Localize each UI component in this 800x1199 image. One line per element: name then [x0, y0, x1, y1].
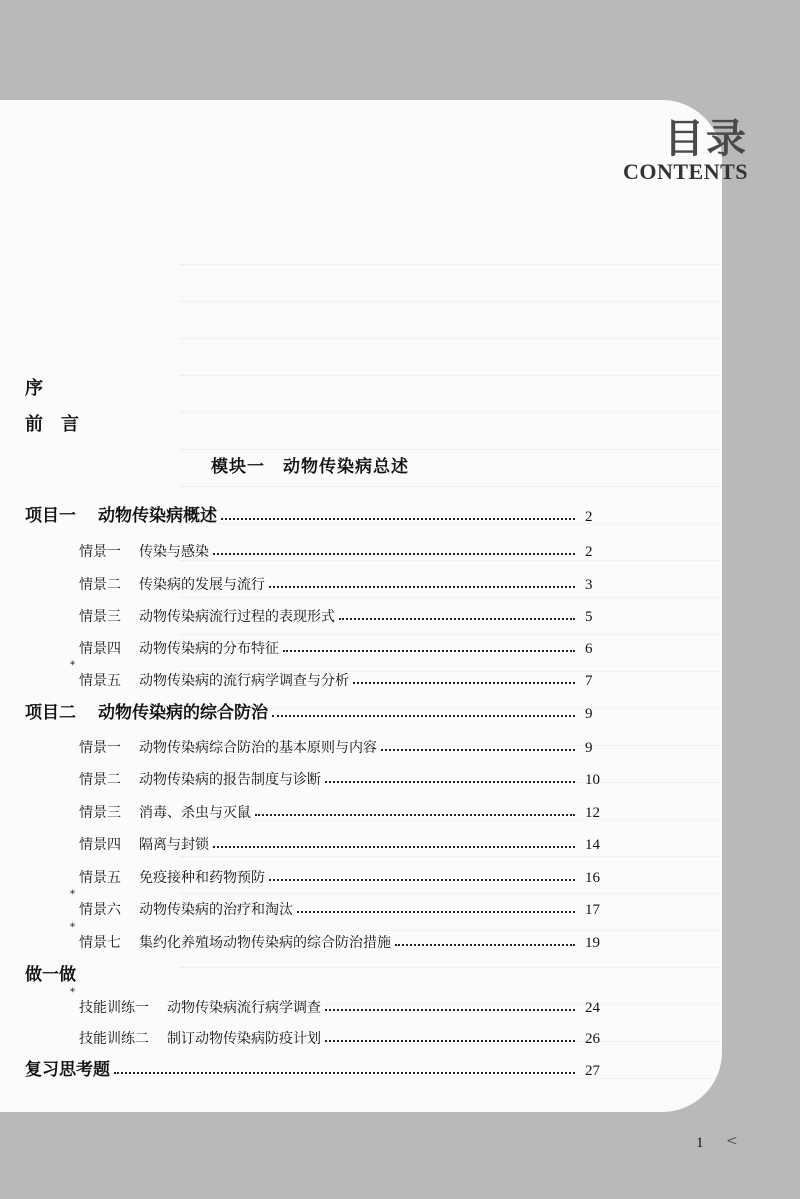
- toc-entry[interactable]: [0, 660, 722, 690]
- toc-title-en: CONTENTS: [622, 159, 748, 184]
- leader-dots: [353, 682, 575, 684]
- toc-entry-page: 2: [585, 544, 593, 560]
- leader-dots: [213, 553, 575, 555]
- toc-entry-title: 集约化养殖场动物传染病的综合防治措施: [139, 935, 391, 951]
- leader-dots: [269, 586, 575, 588]
- toc-entry-label: [70, 987, 325, 1017]
- page-arrow-icon: <: [726, 1133, 738, 1149]
- leader-dots: [213, 846, 575, 848]
- toc-entry[interactable]: [0, 731, 722, 757]
- toc-entry-number: 情景一: [79, 544, 121, 560]
- toc-entry[interactable]: [0, 535, 722, 561]
- toc-entry-page: 7: [585, 673, 593, 689]
- toc-entry-label: [79, 541, 213, 561]
- leader-dots: [221, 518, 575, 520]
- toc-entry[interactable]: [0, 922, 722, 952]
- toc-entry-title: 传染与感染: [139, 544, 209, 560]
- toc-entry-number: 项目二: [25, 703, 76, 723]
- toc-entry-page: 26: [585, 1031, 600, 1047]
- toc-entry[interactable]: [0, 568, 722, 594]
- leader-dots: [297, 911, 575, 913]
- leader-dots: [325, 781, 575, 783]
- toc-entry-label: [79, 574, 269, 594]
- toc-entry[interactable]: [0, 600, 722, 626]
- module-heading: 模块一 动物传染病总述: [211, 457, 409, 477]
- toc-entry-page: 24: [585, 1000, 600, 1016]
- leader-dots: [395, 944, 575, 946]
- optional-marker: *: [70, 987, 75, 998]
- practice-heading: 做一做: [25, 965, 76, 985]
- toc-entry[interactable]: [0, 889, 722, 919]
- toc-entry-label: [79, 834, 213, 854]
- toc-entry-title: 动物传染病概述: [98, 506, 217, 526]
- leader-dots: [272, 715, 575, 717]
- toc-title-zh: 目录: [664, 116, 748, 162]
- toc-entry-number: 情景六: [79, 902, 121, 918]
- toc-entry-title: 动物传染病的治疗和淘汰: [139, 902, 293, 918]
- toc-entry[interactable]: [0, 763, 722, 789]
- toc-entry-number: 情景二: [79, 577, 121, 593]
- leader-dots: [255, 814, 575, 816]
- optional-marker: *: [70, 922, 75, 933]
- toc-entry[interactable]: [0, 861, 722, 887]
- toc-entry-page: 12: [585, 805, 600, 821]
- toc-entry-title: 动物传染病的报告制度与诊断: [139, 772, 321, 788]
- toc-entry-label: [79, 867, 269, 887]
- optional-marker: *: [70, 660, 75, 671]
- leader-dots: [325, 1040, 575, 1042]
- leader-dots: [339, 618, 575, 620]
- toc-entry[interactable]: [0, 632, 722, 658]
- toc-entry-page: 19: [585, 935, 600, 951]
- toc-entry-number: 情景五: [79, 870, 121, 886]
- toc-entry-label: 复习思考题: [25, 1060, 110, 1080]
- toc-entry-label: [79, 606, 339, 626]
- toc-entry-title: 动物传染病流行过程的表现形式: [139, 609, 335, 625]
- leader-dots: [325, 1009, 575, 1011]
- toc-entry-label: [70, 889, 297, 919]
- toc-entry-title: 动物传染病流行病学调查: [167, 1000, 321, 1016]
- toc-entry-label: [79, 1028, 325, 1048]
- toc-entry-label: [70, 660, 353, 690]
- toc-entry-page: 9: [585, 706, 593, 722]
- toc-entry[interactable]: [0, 500, 722, 526]
- leader-dots: [381, 749, 575, 751]
- page-number: 1: [696, 1135, 704, 1151]
- toc-entry-number: 技能训练二: [79, 1031, 149, 1047]
- toc-entry-label: [79, 737, 381, 757]
- toc-entry-title: 动物传染病的流行病学调查与分析: [139, 673, 349, 689]
- toc-entry-label: [25, 501, 221, 526]
- toc-entry-review[interactable]: [0, 1054, 722, 1080]
- toc-entry-label: [25, 698, 272, 723]
- toc-entry-label: [70, 922, 395, 952]
- toc-entry-title: 动物传染病的分布特征: [139, 641, 279, 657]
- toc-entry-page: 14: [585, 837, 600, 853]
- toc-entry[interactable]: [0, 828, 722, 854]
- toc-entry-title: 传染病的发展与流行: [139, 577, 265, 593]
- toc-entry-title: 制订动物传染病防疫计划: [167, 1031, 321, 1047]
- toc-entry-label: [79, 802, 255, 822]
- toc-entry-title: 动物传染病的综合防治: [98, 703, 268, 723]
- toc-entry-number: 情景五: [79, 673, 121, 689]
- toc-entry-page: 17: [585, 902, 600, 918]
- toc-entry-number: 项目一: [25, 506, 76, 526]
- optional-marker: *: [70, 889, 75, 900]
- toc-entry-page: 27: [585, 1063, 600, 1079]
- toc-entry-number: 情景三: [79, 609, 121, 625]
- toc-entry-title: 免疫接种和药物预防: [139, 870, 265, 886]
- toc-entry-label: [79, 638, 283, 658]
- toc-entry-title: 隔离与封锁: [139, 837, 209, 853]
- toc-entry[interactable]: [0, 796, 722, 822]
- toc-entry[interactable]: [0, 1022, 722, 1048]
- toc-entry-page: 9: [585, 740, 593, 756]
- toc-entry-title: 消毒、杀虫与灭鼠: [139, 805, 251, 821]
- toc-header: [623, 118, 748, 184]
- toc-entry-page: 5: [585, 609, 593, 625]
- leader-dots: [283, 650, 575, 652]
- leader-dots: [269, 879, 575, 881]
- toc-entry-number: 情景四: [79, 837, 121, 853]
- toc-entry-number: 情景七: [79, 935, 121, 951]
- toc-entry-page: 3: [585, 577, 593, 593]
- toc-entry-number: 情景二: [79, 772, 121, 788]
- toc-entry-number: 情景一: [79, 740, 121, 756]
- toc-entry-page: 2: [585, 509, 593, 525]
- toc-entry-number: 情景三: [79, 805, 121, 821]
- toc-entry[interactable]: [0, 697, 722, 723]
- toc-entry-page: 16: [585, 870, 600, 886]
- toc-front-foreword[interactable]: 前 言: [25, 414, 79, 435]
- toc-front-preface[interactable]: 序: [25, 378, 43, 399]
- toc-entry-title: 动物传染病综合防治的基本原则与内容: [139, 740, 377, 756]
- leader-dots: [114, 1072, 575, 1074]
- toc-entry-page: 10: [585, 772, 600, 788]
- toc-entry[interactable]: [0, 987, 722, 1017]
- toc-entry-page: 6: [585, 641, 593, 657]
- toc-entry-number: 技能训练一: [79, 1000, 149, 1016]
- toc-entry-number: 情景四: [79, 641, 121, 657]
- toc-entry-label: [79, 769, 325, 789]
